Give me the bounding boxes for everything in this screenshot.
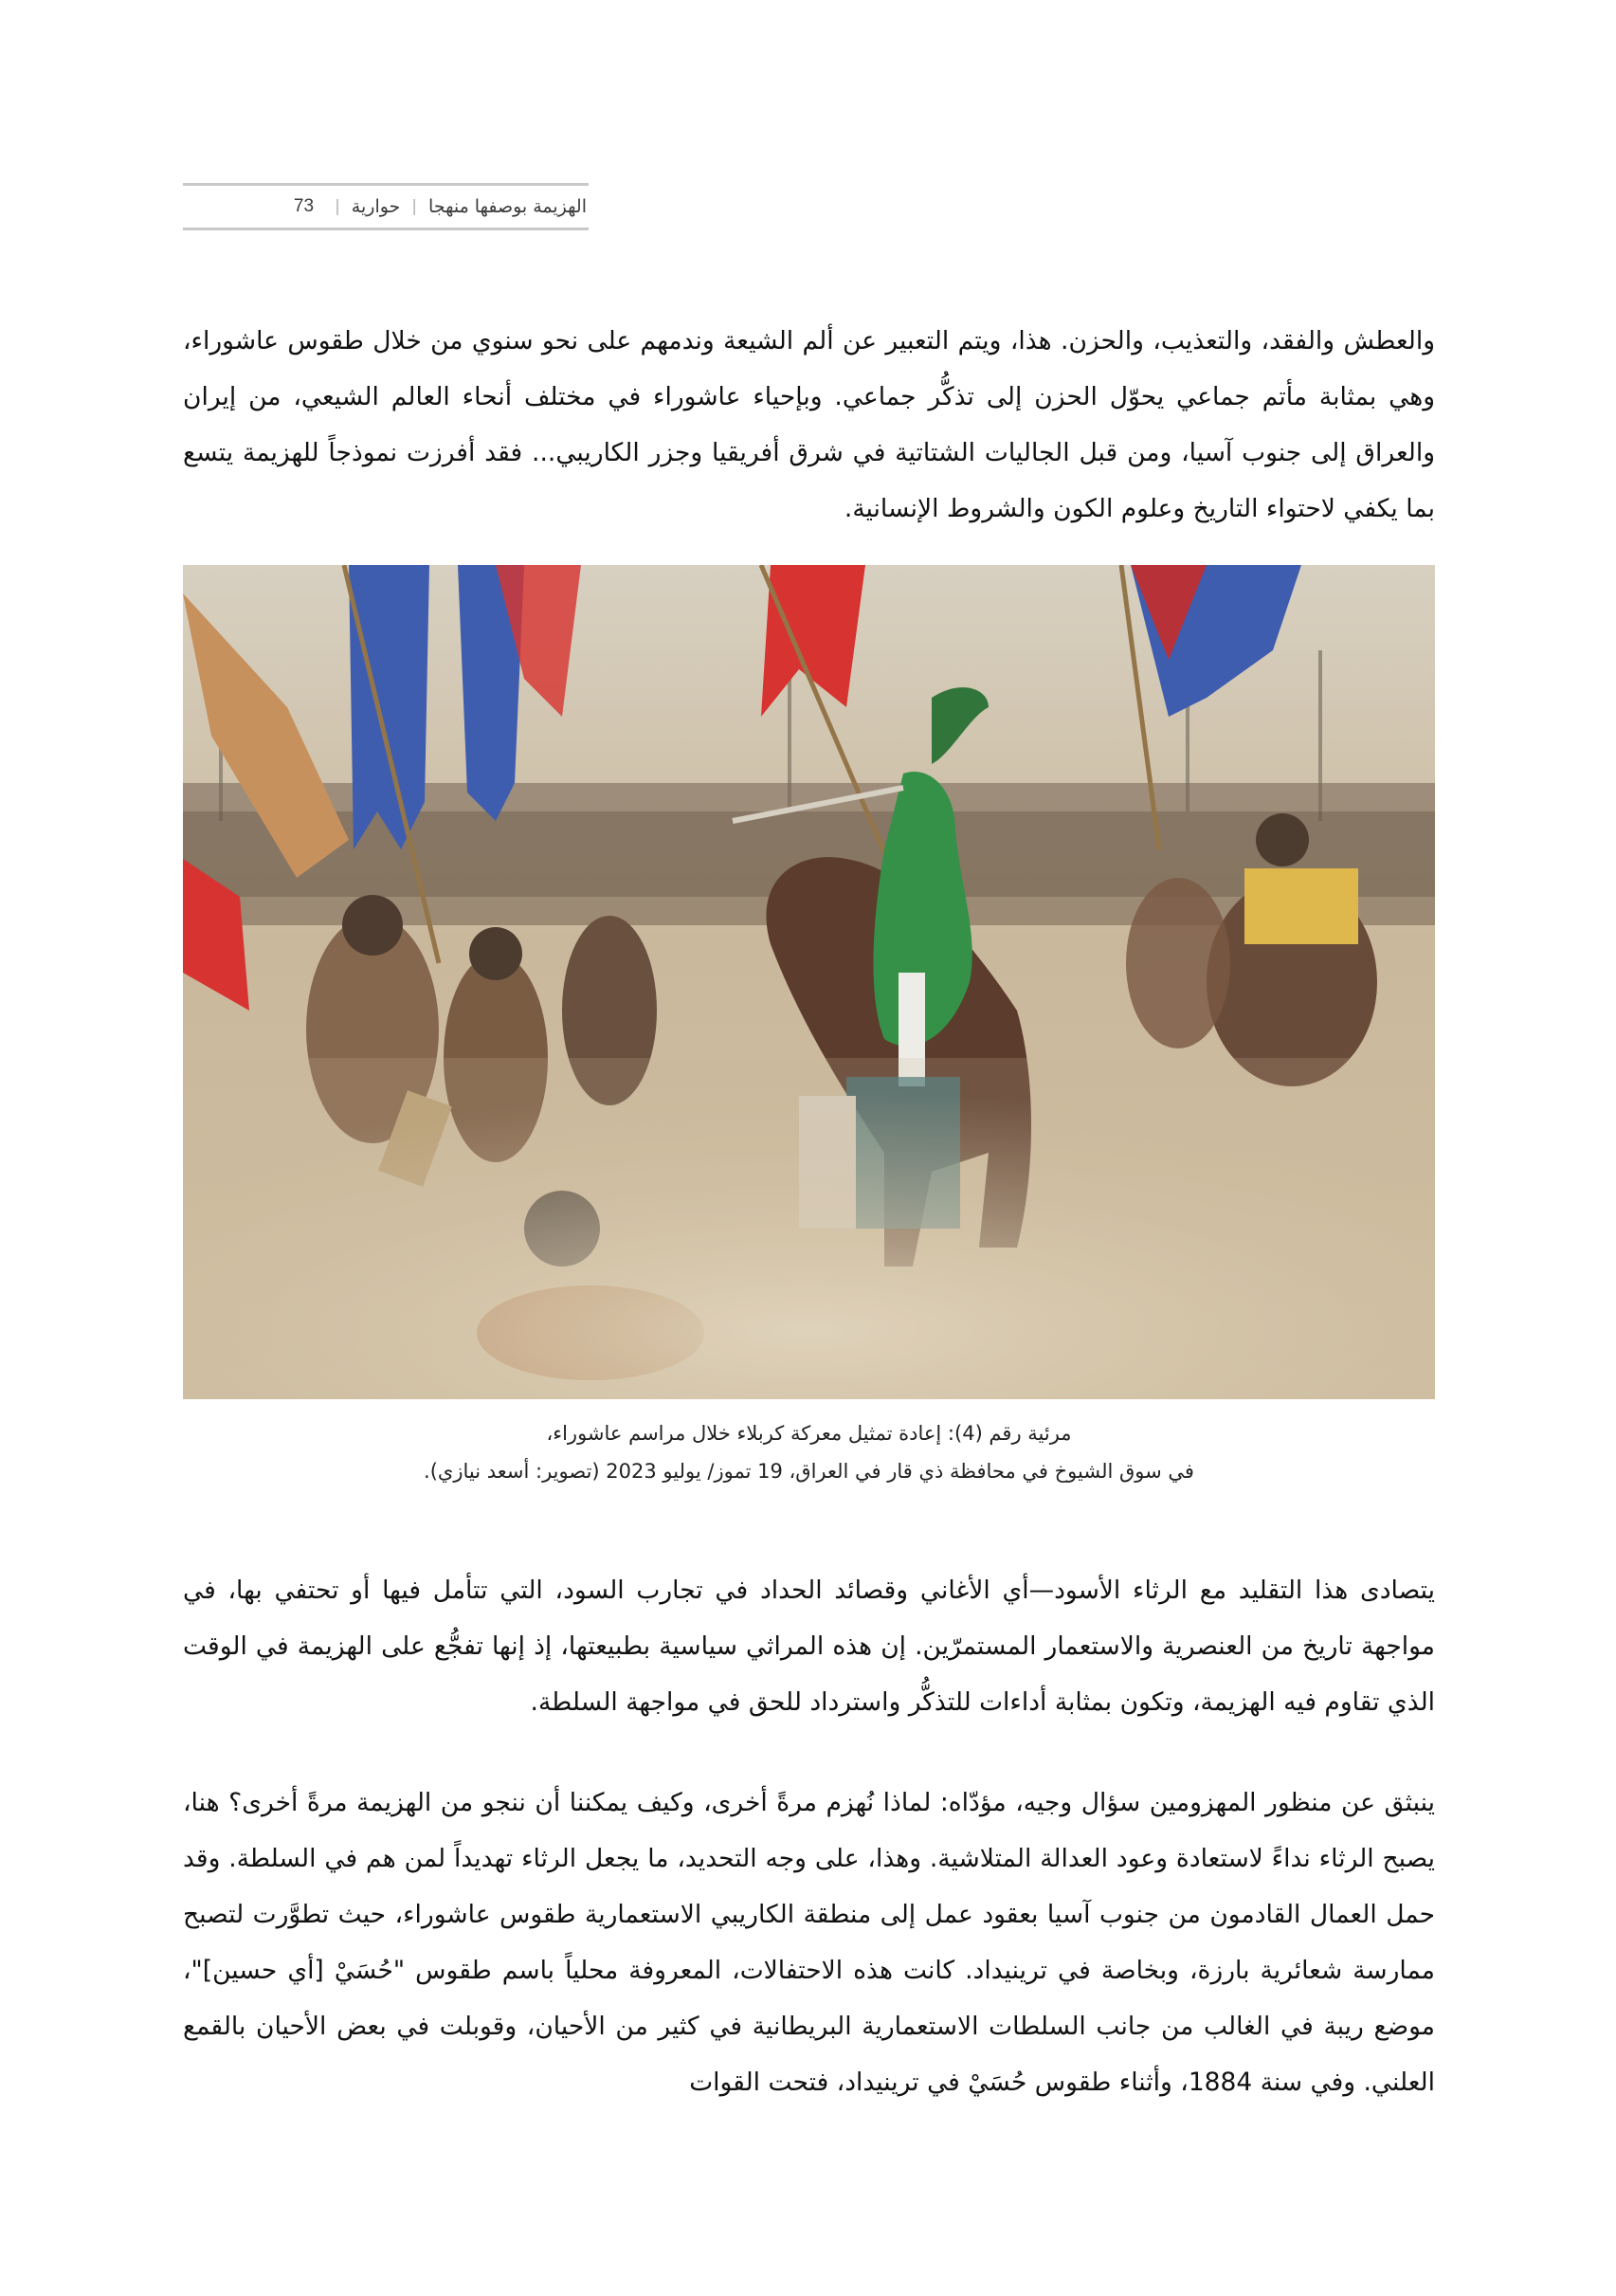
body-paragraph: يتصادى هذا التقليد مع الرثاء الأسود—أي الأغاني وقصائد الحداد في تجارب السود، التي تتأمل فيها أو تحتفي بها، في مواجهة تاريخ من العنصرية والاستعمار المستمرّين. إن هذه المراثي سياسية بطبيعتها، إذ إنها تفجُّع على الهزيمة في الوقت الذي تقاوم فيه الهزيمة، وتكون بمثابة أداءات للتذكُّر واسترداد للحق في مواجهة السلطة. [183,1576,1435,1717]
header-section: حوارية [351,196,401,217]
page-number: 73 [293,196,315,216]
body-paragraph: والعطش والفقد، والتعذيب، والحزن. هذا، ويتم التعبير عن ألم الشيعة وندمهم على نحو سنوي من خلال طقوس عاشوراء، وهي بمثابة مأتم جماعي يحوّل الحزن إلى تذكُّر جماعي. وبإحياء عاشوراء في مختلف أنحاء العالم الشيعي، من إيران والعراق إلى جنوب آسيا، ومن قبل الجاليات الشتاتية في شرق أفريقيا وجزر الكاريبي... فقد أفرزت نموذجاً للهزيمة يتسع بما يكفي لاحتواء التاريخ وعلوم الكون والشروط الإنسانية. [183,326,1435,523]
figure-photo [183,565,1435,1399]
caption-line: في سوق الشيوخ في محافظة ذي قار في العراق، 19 تموز/ يوليو 2023 (تصوير: أسعد نيازي). [424,1460,1194,1483]
header-title: الهزيمة بوصفها منهجا [428,196,587,217]
running-header [183,183,589,230]
figure-caption [183,1414,1435,1490]
body-paragraph: ينبثق عن منظور المهزومين سؤال وجيه، مؤدّاه: لماذا نُهزم مرةً أخرى، وكيف يمكننا أن ننجو من الهزيمة مرةً أخرى؟ هنا، يصبح الرثاء نداءً لاستعادة وعود العدالة المتلاشية. وهذا، على وجه التحديد، ما يجعل الرثاء تهديداً لمن هم في السلطة. وقد حمل العمال القادمون من جنوب آسيا بعقود عمل إلى منطقة الكاريبي الاستعمارية طقوس عاشوراء، حيث تطوَّرت لتصبح ممارسة شعائرية بارزة، وبخاصة في ترينيداد. كانت هذه الاحتفالات، المعروفة محلياً باسم طقوس "حُسَيْ [أي حسين]"، موضع ريبة في الغالب من جانب السلطات الاستعمارية البريطانية في كثير من الأحيان، وقوبلت في بعض الأحيان بالقمع العلني. وفي سنة 1884، وأثناء طقوس حُسَيْ في ترينيداد، فتحت القوات [183,1788,1435,2097]
header-divider: | [411,197,418,216]
header-divider: | [335,197,340,216]
caption-line: مرئية رقم (4): إعادة تمثيل معركة كربلاء خلال مراسم عاشوراء، [546,1422,1072,1445]
